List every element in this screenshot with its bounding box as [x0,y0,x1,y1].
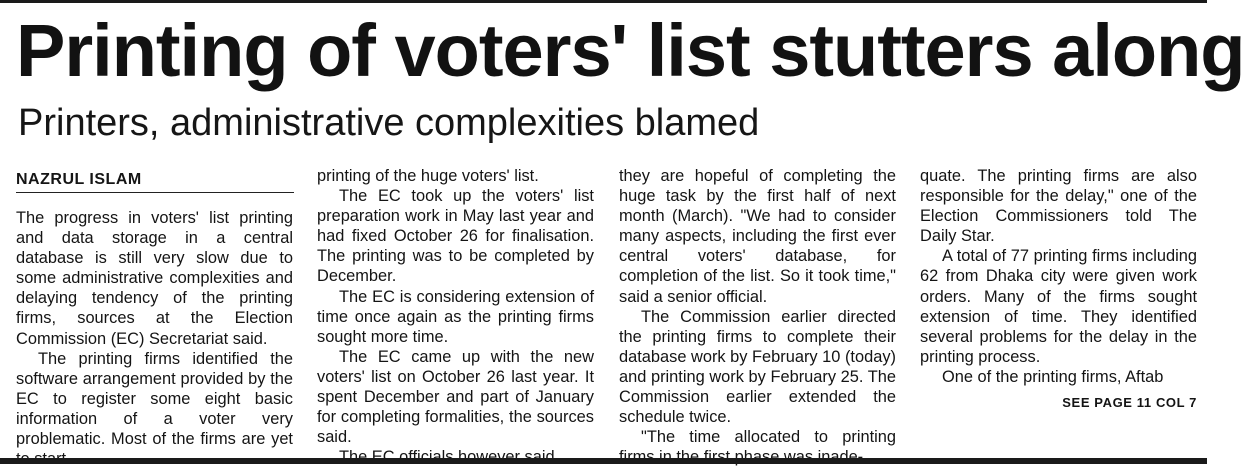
bottom-rule [0,458,1207,464]
paragraph: The EC is considering extension of time once again as the printing firms sought more time. [317,287,594,346]
article-column-4 [920,166,1197,458]
paragraph: they are hopeful of completing the huge task by the first half of next month (March). "We had to consider many aspects, including the first ever central voters' database, for completion of the list. So it took time," said a senior official. [619,167,896,306]
paragraph: The EC took up the voters' list preparation work in May last year and had fixed October 26 for finalisation. The printing was to be completed by December. [317,187,594,286]
paragraph: A total of 77 printing firms including 62 from Dhaka city were given work orders. Many of the firms sought extension of time. They identified several problems for the delay in the printing process. [920,247,1197,366]
paragraph: The EC came up with the new voters' list on October 26 last year. It spent December and part of January for completing formalities, the sources said. [317,347,594,447]
paragraph: The Commission earlier directed the printing firms to complete their database work by February 10 (today) and printing work by February 25. The Commission earlier extended the schedule twice. [619,307,896,427]
article-column-2 [317,166,594,458]
paragraph: The progress in voters' list printing and data storage in a central database is still very slow due to some administrative complexities and delaying tendency of the printing firms, sources at the Election Commission (EC) Secretariat said. [16,209,293,348]
paragraph: "The time allocated to printing [641,428,896,447]
article-column-1 [16,208,293,458]
paragraph: One of the printing firms, Aftab [942,367,1164,386]
byline: NAZRUL ISLAM [16,171,142,188]
byline-rule [16,192,294,193]
paragraph: printing of the huge voters' list. [317,167,539,185]
subheadline: Printers, administrative complexities blamed [18,102,760,144]
article-column-3 [619,166,896,458]
paragraph: The printing firms identified the software arrangement provided by the EC to register some eight basic information of a voter very problematic. Most of the firms are yet [16,349,293,449]
continuation-jump-link[interactable]: SEE PAGE 11 COL 7 [1062,395,1197,411]
headline: Printing of voters' list stutters along [16,9,1245,92]
paragraph: quate. The printing firms are also responsible for the delay," one of the Election Commissioners told The Daily Star. [920,167,1197,246]
top-rule [0,0,1207,3]
